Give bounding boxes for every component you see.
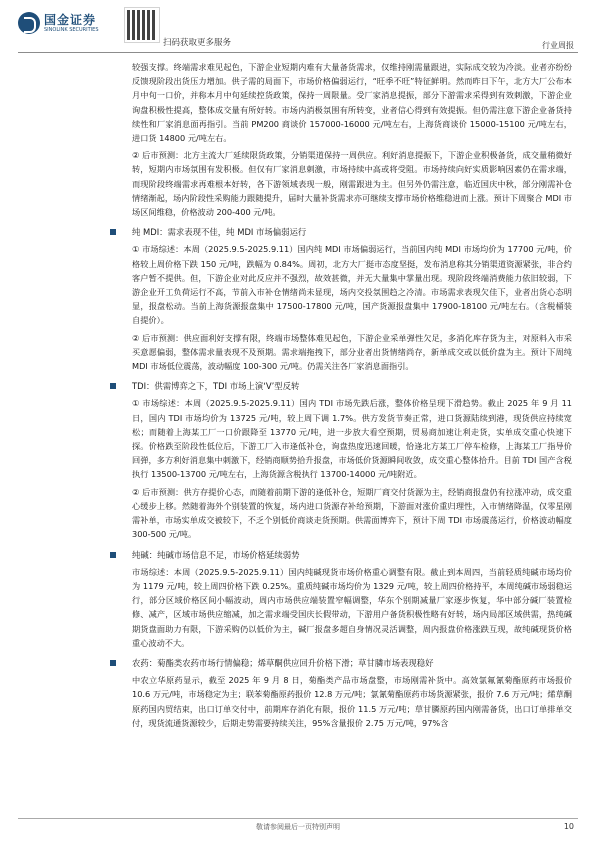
section-title-soda-ash: 纯碱：纯碱市场信息不足，市场价格延续弱势 bbox=[132, 548, 572, 562]
logo-cn-text: 国金证券 bbox=[44, 12, 97, 27]
footer-disclaimer: 敬请参阅最后一页特别声明 bbox=[256, 823, 340, 831]
page-header bbox=[0, 0, 596, 52]
paragraph-soda-ash-summary: 市场综述：本周（2025.9.5-2025.9.11）国内纯碱现货市场价格重心调整有限。截止到本周四，当前轻质纯碱市场均价为 1179 元/吨，较上周四价格下跌 0.25%。重质纯碱市场均价为 1329 元/吨，较上周四价格持平，本周纯碱市场弱稳运行，部分区域价格区间小幅波动，周内市场供应端装置窄幅调整，华东个别期减量厂家逐步恢复，华中部分碱厂装置检修、减产，区域市场供应缩减，加之需求端受国庆长假带动，下游用户备货积极性略有好转，场内局部区域供需，热纯碱期货盘面助力有限，下游采购仍以低价为主，碱厂报盘多超自身情况灵活调整，周内报盘价格涨跌互现，故纯碱现货价格重心波动不大。 bbox=[132, 566, 572, 648]
section-title-pure-mdi: 纯 MDI：需求表现不佳，纯 MDI 市场偏弱运行 bbox=[132, 225, 572, 239]
qr-caption: 扫码获取更多服务 bbox=[163, 38, 232, 48]
company-logo bbox=[18, 12, 99, 34]
report-body bbox=[132, 60, 572, 730]
section-title-pesticides: 农药：菊酯类农药市场行情偏稳；烯草酮供应回升价格下滑；草甘膦市场表现稳好 bbox=[132, 656, 572, 670]
qr-code-icon[interactable] bbox=[125, 8, 159, 42]
footer-divider bbox=[18, 818, 578, 819]
section-title-tdi: TDI：供需博弈之下，TDI 市场上演‘V’型反转 bbox=[132, 379, 572, 393]
section-bullet-icon bbox=[110, 229, 116, 235]
report-type-label: 行业周报 bbox=[542, 41, 574, 50]
paragraph-pure-mdi-forecast: ② 后市预测：供应面利好支撑有限，终端市场整体难见起色，下游企业采单弹性欠足，多消化库存货为主，对原料入市采买意愿偏弱，整体需求量表现不及预期。需求端拖拽下，部分业者出货情绪尚存，新单成交或以低价盘为主。预计下周纯 MDI 市场低位震荡，波动幅度 100-300 元/吨。仍需关注各厂家消息面指引。 bbox=[132, 332, 572, 372]
logo-en-text: SINOLINK SECURITIES bbox=[44, 26, 99, 33]
paragraph-polymeric-mdi-summary: 较强支撑。终端需求难见起色，下游企业短期内难有大量备货需求，仅维持刚需量跟进，实际成交较为冷淡。业者亦纷纷反馈现阶段出货压力增加。供子需的局面下，市场价格偏弱运行，“旺季不旺”特征鲜明。然而昨日下午，北方大厂公布本月中旬一口价，并称本月中旬延续控货政策，保持一周限量。受厂家消息提振，部分下游需求采得到有效刺激，下游企业询盘积极性提高，整体成交量有所好转。市场内消极氛围有所转变，业者信心得到有效提振。但仍需注意下游企业备货持续性和厂家消息面再指引。当前 PM200 商谈价 157000-16000 元/吨左右，上海货商谈价 15000-15100 元/吨左右，进口货 14800 元/吨左右。 bbox=[132, 62, 572, 144]
paragraph-pesticides-summary: 中农立华原药显示，截至 2025 年 9 月 8 日，菊酯类产品市场盘整，市场刚需补货中。高效氯氟氰菊酯原药市场报价 10.6 万元/吨，市场稳定为主；联苯菊酯原药报价 12.8 万元/吨；氯氰菊酯原药市场货源紧张，报价 7.6 万元/吨；烯草酮原药国内贸结束，出口订单交付中，前期库存消化有限，报价 11.5 万元/吨；草甘膦原药国内刚需备货，出口订单排单交付，现货流通货源较少，后期走势需要持续关注，95%含量报价 2.75 万元/吨，97%含 bbox=[132, 675, 572, 728]
logo-icon bbox=[18, 12, 40, 34]
page-number: 10 bbox=[563, 822, 574, 831]
section-bullet-icon bbox=[110, 383, 116, 389]
header-divider bbox=[18, 52, 578, 53]
section-bullet-icon bbox=[110, 552, 116, 558]
paragraph-polymeric-mdi-forecast: ② 后市预测：北方主流大厂延续限货政策，分销渠道保持一周供应。利好消息提振下，下游企业积极备货，成交量稍微好转，短期内市场氛围有发积极。但仅有厂家消息刺激，市场持续中高或将受阻。市场持续向好实质影响因素仍在需求端，而现阶段终端需求再难根本好转，各下游领域表现一般，刚需跟进为主。但另外仍需注意，临近国庆中秋，部分刚需补仓情绪渐起，场内阶段性采购能力跟随提升，届时大量补货需求亦可继续支撑市场价格维稳进而上涨。预计下周聚合 MDI 市场区间维稳，价格波动 200-400 元/吨。 bbox=[132, 150, 572, 218]
paragraph-tdi-forecast: ② 后市预测：供方存提价心态，而随着前期下游的逢低补仓，短期厂商交付货源为主，经销商报盘仍有拉涨冲动，成交重心缓步上移。然随着海外个别装置的恢复，场内进口货源存补给预期，下游面对涨价重归理性，入市情绪降温，仅零星刚需补单，市场实单成交被较下，不乏个别低价商谈走货预期。供需面博弈下，预计下周 TDI 市场震荡运行，价格波动幅度 300-500 元/吨。 bbox=[132, 486, 572, 540]
paragraph-pure-mdi-summary: ① 市场综述：本周（2025.9.5-2025.9.11）国内纯 MDI 市场偏弱运行，当前国内纯 MDI 市场均价为 17700 元/吨，价格较上周价格下跌 150 元/吨，跌幅为 0.84%。周初，北方大厂挺市态度坚挺，发布消息称其分销渠道资源紧张，非合约客户暂不提供。但，下游企业对此反应并不强烈，故效甚微，并无大量集中掌量出现。现阶段终端消费能力依旧较弱，下游企业开工负荷运行不高，节前入市补仓情绪尚未显现，场内交投氛围趋之冷清。市场需求表现欠佳下，业者出货心态明显，报盘松动。当前上海货源报盘集中 17500-17800 元/吨，国产货源报盘集中 17900-18100 元/吨左右。（含税桶装自提价）。 bbox=[132, 244, 572, 326]
paragraph-tdi-summary: ① 市场综述：本周（2025.9.5-2025.9.11）国内 TDI 市场先跌后涨，整体价格呈现下滑趋势。截止 2025 年 9 月 11 日，国内 TDI 市场均价为 13725 元/吨，较上周下调 1.7%。供方发货节奏正常，进口货源陆续到港，现货供应持续宽松；而随着上海某工厂一口价跟降至 13770 元/吨，进一步放大看空预期，贸易商加速让利走货，实单成交重心快速下探。价格跌至阶段性低位后，下游工厂入市逢低补仓，询盘热度迅速回暖，恰逢北方某工厂停车检修，上海某工厂指导价回弹，多方利好消息集中刺激下，经销商顺势拾升报盘，市场低价货源瞬间收敛，成交重心整体拾升。目前 TDI 国产含税执行 13500-13700 元/吨左右，上海货源含税执行 13700-14000 元/吨附近。 bbox=[132, 398, 572, 480]
section-bullet-icon bbox=[110, 660, 116, 666]
